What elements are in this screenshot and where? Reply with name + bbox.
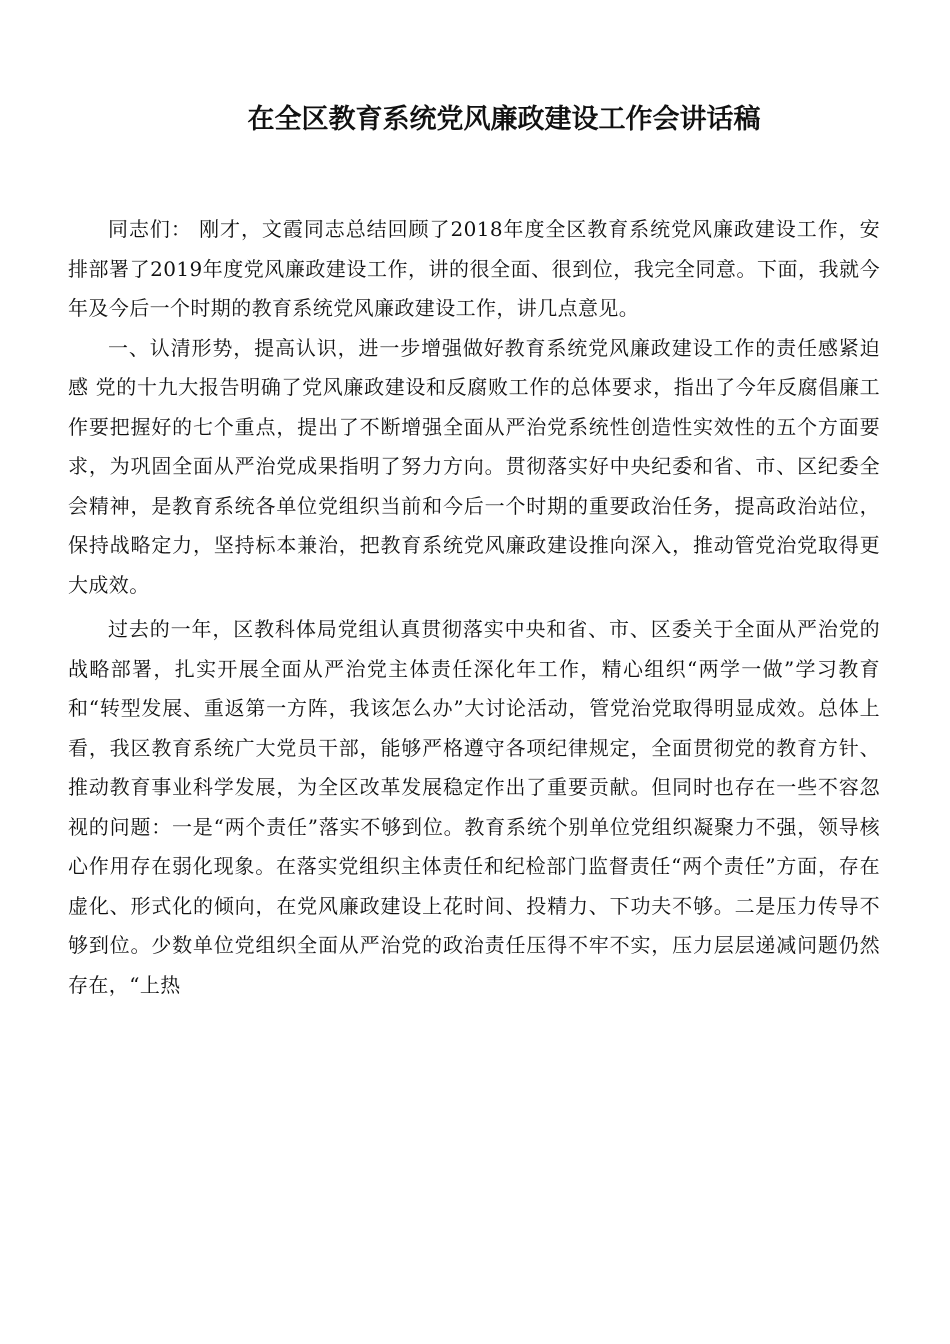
paragraph-opening: 同志们： 刚才，文霞同志总结回顾了2018年度全区教育系统党风廉政建设工作，安排部署了2019年度党风廉政建设工作，讲的很全面、很到位，我完全同意。下面，我就今年及今后一个时期的教育系统党风廉政建设工作，讲几点意见。 [68,217,880,320]
paragraph-past-year: 过去的一年，区教科体局党组认真贯彻落实中央和省、市、区委关于全面从严治党的战略部署，扎实开展全面从严治党主体责任深化年工作，精心组织“两学一做”学习教育和“转型发展、重返第一方阵，我该怎么办”大讨论活动，管党治党取得明显成效。总体上看，我区教育系统广大党员干部，能够严格遵守各项纪律规定，全面贯彻党的教育方针、推动教育事业科学发展，为全区改革发展稳定作出了重要贡献。但同时也存在一些不容忽视的问题：一是“两个责任”落实不够到位。教育系统个别单位党组织凝聚力不强，领导核心作用存在弱化现象。在落实党组织主体责任和纪检部门监督责任“两个责任”方面，存在虚化、形式化的倾向，在党风廉政建设上花时间、投精力、下功夫不够。二是压力传导不够到位。少数单位党组织全面从严治党的政治责任压得不牢不实，压力层层递减问题仍然存在，“上热 [68,617,880,997]
paragraph-section-one: 一、认清形势，提高认识，进一步增强做好教育系统党风廉政建设工作的责任感紧迫感 党的十九大报告明确了党风廉政建设和反腐败工作的总体要求，指出了今年反腐倡廉工作要把握好的七个重点，提出了不断增强全面从严治党系统性创造性实效性的五个方面要求，为巩固全面从严治党成果指明了努力方向。贯彻落实好中央纪委和省、市、区纪委全会精神，是教育系统各单位党组织当前和今后一个时期的重要政治任务，提高政治站位，保持战略定力，坚持标本兼治，把教育系统党风廉政建设推向深入，推动管党治党取得更大成效。 [68,335,880,597]
document-title: 在全区教育系统党风廉政建设工作会讲话稿 [247,104,761,135]
document-body [68,210,880,1005]
